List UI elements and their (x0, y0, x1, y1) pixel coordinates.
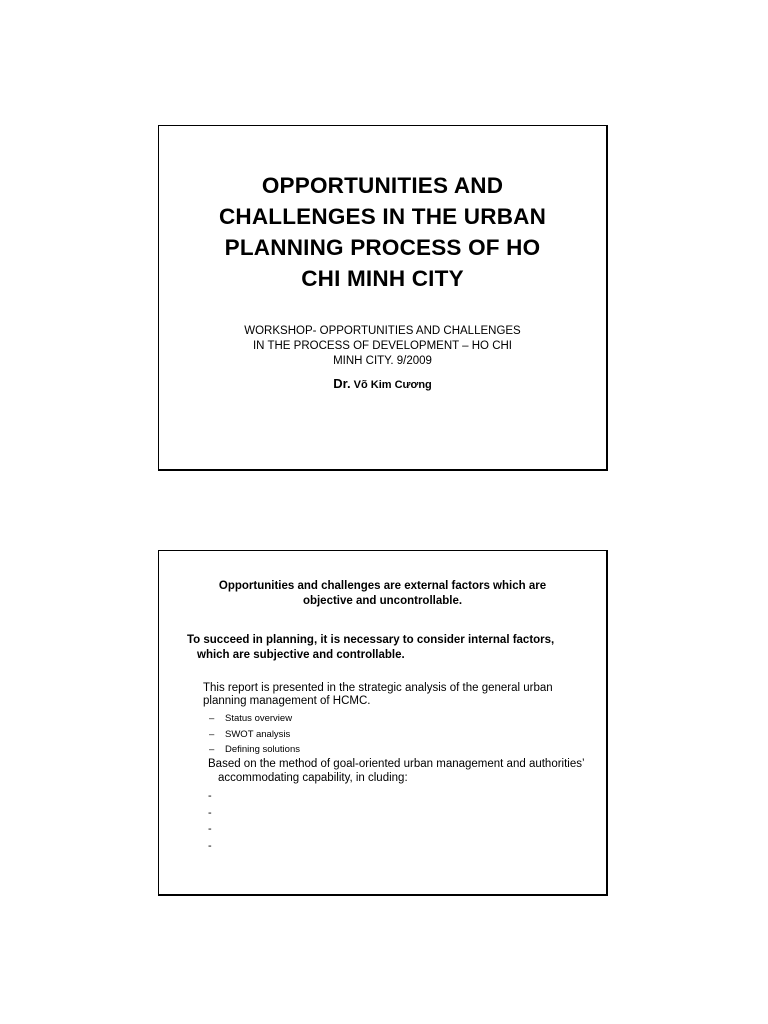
intro-paragraph (189, 579, 576, 609)
slide-title-line: CHALLENGES IN THE URBAN (218, 204, 547, 229)
subtitle-line: IN THE PROCESS OF DEVELOPMENT – HO CHI (252, 340, 512, 352)
dash-item: - (208, 823, 212, 835)
empty-dash-list (208, 788, 212, 854)
method-paragraph: Based on the method of goal-oriented urban management and authorities’ accommodating capability, in cluding: (208, 758, 585, 784)
bullet-marker: – (209, 713, 215, 724)
succeed-paragraph: To succeed in planning, it is necessary to consider internal factors, which are subjective and controllable. (187, 634, 555, 661)
slide-title-line: PLANNING PROCESS OF HO (224, 235, 541, 260)
dash-item: - (208, 806, 212, 819)
subtitle-line: WORKSHOP- OPPORTUNITIES AND CHALLENGES (244, 325, 521, 337)
list-item (209, 727, 300, 743)
list-item (209, 742, 300, 758)
analysis-list (209, 711, 300, 758)
author-name: Võ Kim Cương (353, 379, 432, 391)
author-line (159, 376, 606, 391)
author-prefix: Dr. (333, 376, 351, 391)
intro-line: objective and uncontrollable. (302, 595, 463, 607)
slide-title (179, 170, 586, 294)
slide-title-line: OPPORTUNITIES AND (261, 173, 504, 198)
dash-item: - (208, 839, 212, 852)
intro-line: Opportunities and challenges are external factors which are (218, 580, 547, 592)
bullet-marker: – (209, 728, 215, 740)
list-item-label: Defining solutions (225, 744, 300, 755)
list-item-label: SWOT analysis (225, 728, 291, 740)
content-slide (158, 550, 608, 896)
subtitle-line: MINH CITY. 9/2009 (333, 355, 432, 367)
title-slide (158, 125, 608, 471)
bullet-marker: – (209, 744, 215, 755)
workshop-subtitle (199, 324, 566, 369)
slide-title-line: CHI MINH CITY (301, 266, 464, 291)
dash-item: - (208, 790, 212, 802)
list-item-label: Status overview (225, 713, 293, 724)
report-paragraph: This report is presented in the strategic analysis of the general urban planning management of HCMC. (203, 682, 553, 707)
list-item (209, 711, 300, 727)
